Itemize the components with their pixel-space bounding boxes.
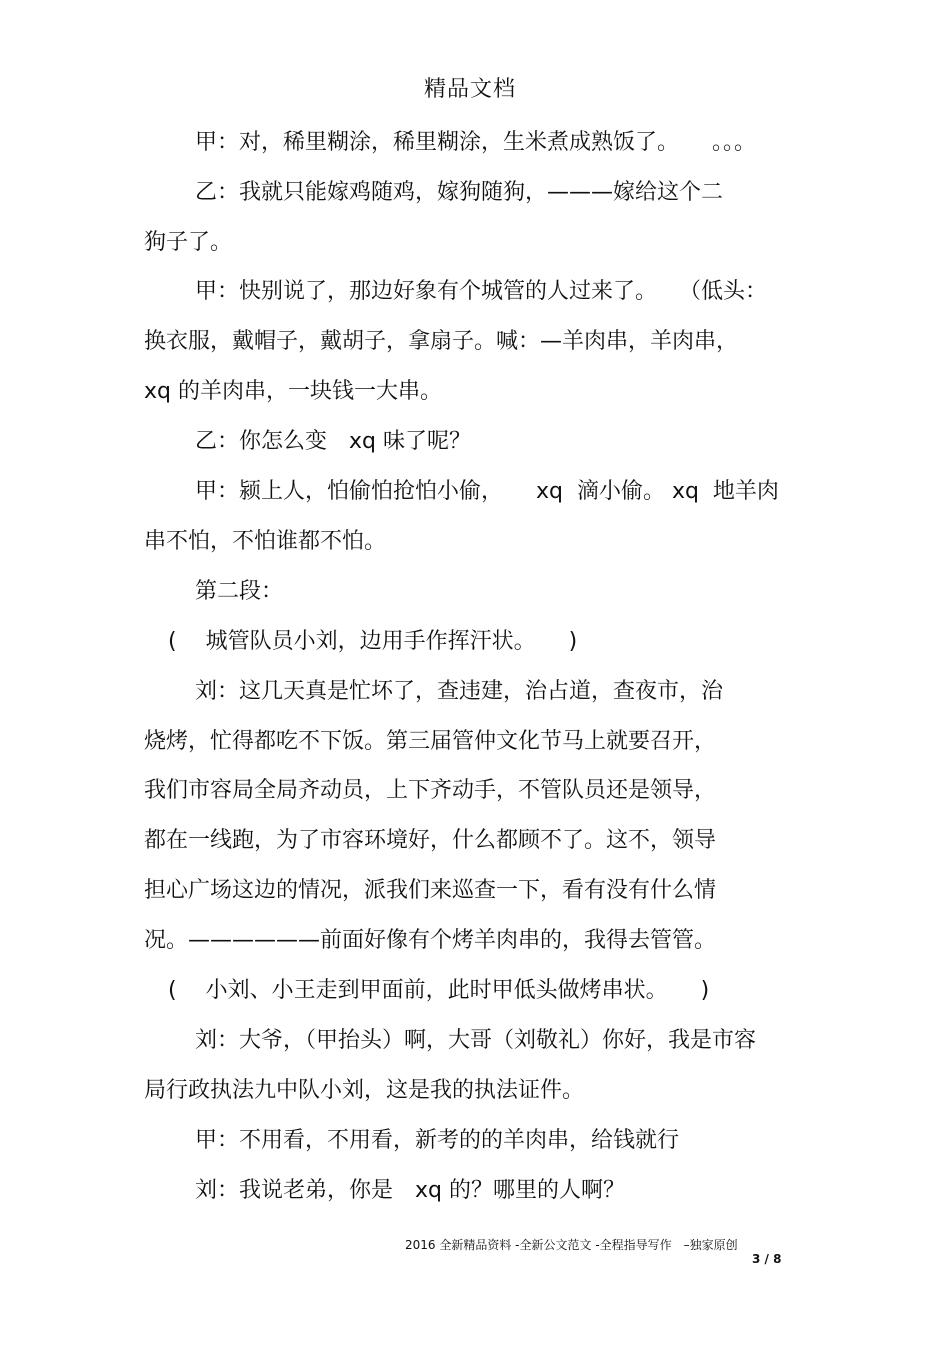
dialogue-line: 况。——————前面好像有个烤羊肉串的，我得去管管。: [144, 928, 717, 953]
dialogue-line: 甲：对，稀里糊涂，稀里糊涂，生米煮成熟饭了。 。。。: [195, 130, 757, 155]
dialogue-line: 刘：大爷，（甲抬头）啊，大哥（刘敬礼）你好，我是市容: [195, 1028, 757, 1053]
dialogue-line: 局行政执法九中队小刘，这是我的执法证件。: [144, 1078, 585, 1103]
stage-direction: ( 小刘、小王走到甲面前，此时甲低头做烤串状。 ): [168, 978, 710, 1003]
dialogue-line: 串不怕，不怕谁都不怕。: [144, 529, 387, 554]
dialogue-line: 刘：这几天真是忙坏了，查违建，治占道，查夜市，治: [195, 679, 724, 704]
dialogue-line: 换衣服，戴帽子，戴胡子，拿扇子。喊：—羊肉串，羊肉串，: [144, 329, 739, 354]
dialogue-line: 甲：快别说了，那边好象有个城管的人过来了。 （低头：: [195, 279, 768, 304]
stage-direction: ( 城管队员小刘，边用手作挥汗状。 ): [168, 629, 578, 654]
dialogue-line: 烧烤，忙得都吃不下饭。第三届管仲文化节马上就要召开，: [144, 729, 717, 754]
dialogue-line: 刘：我说老弟，你是 xq 的？哪里的人啊？: [195, 1178, 625, 1203]
page-title: 精品文档: [423, 77, 516, 102]
dialogue-line: xq 的羊肉串，一块钱一大串。: [144, 379, 442, 404]
dialogue-line: 甲：不用看，不用看，新考的的羊肉串，给钱就行: [195, 1128, 680, 1153]
dialogue-line: 甲：颍上人，怕偷怕抢怕小偷， xq 滴小偷。 xq 地羊肉: [195, 479, 779, 504]
dialogue-line: 乙：我就只能嫁鸡随鸡，嫁狗随狗，———嫁给这个二: [195, 180, 724, 205]
page-number: 3 / 8: [752, 1252, 782, 1266]
dialogue-line: 乙：你怎么变 xq 味了呢？: [195, 429, 471, 454]
dialogue-line: 我们市容局全局齐动员，上下齐动手，不管队员还是领导，: [144, 778, 717, 803]
section-heading: 第二段：: [195, 579, 284, 604]
dialogue-line: 都在一线跑，为了市容环境好，什么都顾不了。这不，领导: [144, 828, 717, 853]
dialogue-line: 担心广场这边的情况，派我们来巡查一下，看有没有什么情: [144, 878, 717, 903]
page-footer: 2016 全新精品资料 -全新公文范文 -全程指导写作 –独家原创: [405, 1238, 738, 1252]
dialogue-line: 狗子了。: [144, 230, 233, 255]
